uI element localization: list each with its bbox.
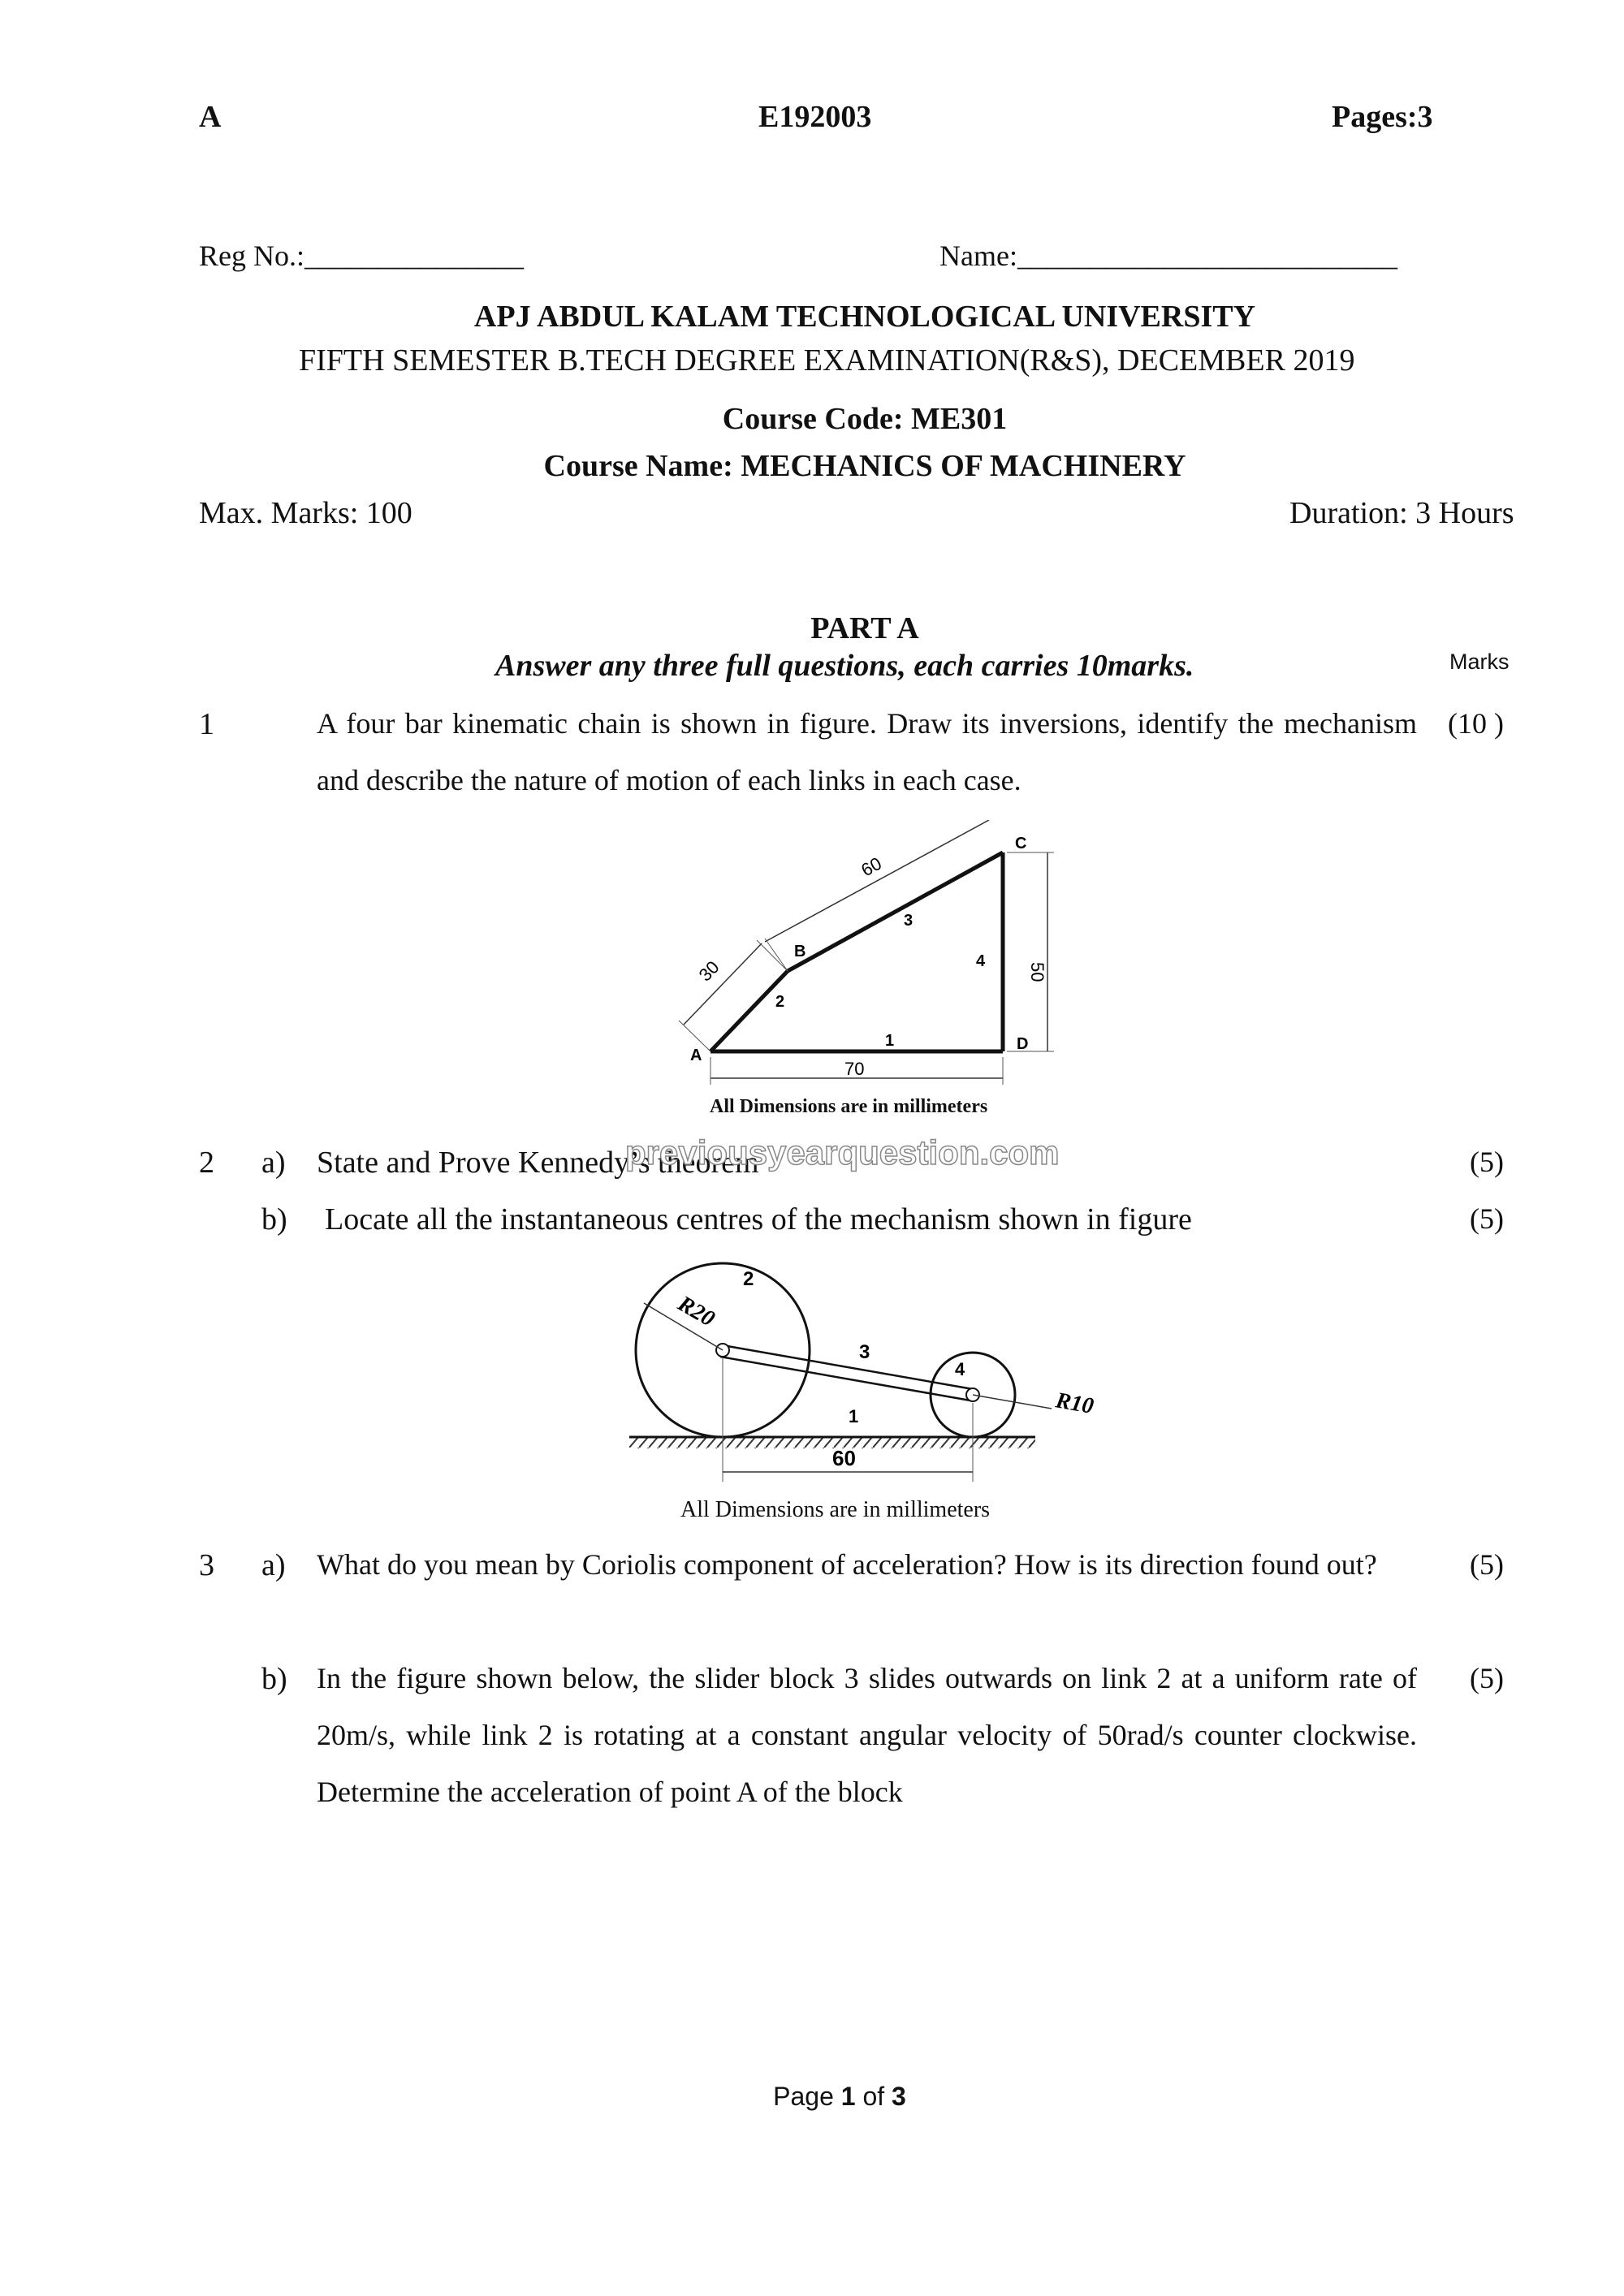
reg-no-blank: _______________	[304, 240, 524, 272]
page-count: Pages:3	[1332, 100, 1433, 134]
dim-bc-label: 60	[857, 852, 885, 881]
name-field	[939, 239, 1397, 273]
university-name: APJ ABDUL KALAM TECHNOLOGICAL UNIVERSITY	[473, 300, 1256, 334]
part-title: PART A	[810, 611, 919, 645]
dim-ad-label: 70	[844, 1059, 865, 1079]
dim-ab-label: 30	[694, 956, 723, 986]
question-2b-marks: (5)	[1470, 1202, 1504, 1235]
link-2-label: 2	[775, 993, 785, 1011]
link-4-label-fig2: 4	[955, 1359, 965, 1379]
max-marks: Max. Marks: 100	[199, 496, 412, 530]
link-4-label: 4	[976, 952, 986, 970]
point-a-label: A	[690, 1047, 702, 1064]
figure-2-caption: All Dimensions are in millimeters	[680, 1497, 991, 1522]
question-3a-text: What do you mean by Coriolis component of acceleration? How is its direction found out?	[317, 1548, 1377, 1581]
question-2b-label: b)	[261, 1202, 287, 1236]
paper-code: E192003	[758, 100, 872, 134]
four-bar-chain-figure	[666, 820, 1072, 1129]
point-d-label: D	[1017, 1035, 1029, 1053]
radius-small-label: R10	[1053, 1388, 1096, 1420]
name-blank: __________________________	[1017, 240, 1397, 272]
question-2a-text: State and Prove Kennedy’s theorem	[317, 1146, 759, 1180]
figure-1-caption: All Dimensions are in millimeters	[710, 1096, 988, 1117]
part-instruction: Answer any three full questions, each carries 10marks.	[495, 649, 1194, 683]
point-b-label: B	[794, 943, 806, 960]
link-1-label-fig2: 1	[849, 1406, 859, 1426]
question-3b-text: In the figure shown below, the slider block 3 slides outwards on link 2 at a uniform rate of 20m/s, while link 2 is rotating at a constant angular velocity of 50rad/s counter clockwise. Determine the acceleration of point A of the block	[317, 1662, 1417, 1808]
dim-cd-label: 50	[1027, 962, 1047, 982]
question-2a-label: a)	[261, 1146, 286, 1180]
link-2-line	[710, 971, 788, 1051]
instantaneous-centre-figure	[629, 1254, 1133, 1506]
link-1-label: 1	[885, 1032, 895, 1050]
reg-no-label: Reg No.:	[199, 240, 304, 272]
link-3-edge-top	[723, 1345, 973, 1389]
question-2-number: 2	[199, 1146, 214, 1180]
duration: Duration: 3 Hours	[1289, 496, 1514, 530]
point-c-label: C	[1015, 835, 1027, 852]
watermark: previousyearquestion.com	[625, 1133, 1060, 1172]
question-3a-marks: (5)	[1470, 1548, 1504, 1581]
question-3b-marks: (5)	[1470, 1662, 1504, 1694]
question-2b-text: Locate all the instantaneous centres of the mechanism shown in figure	[325, 1202, 1192, 1236]
marks-heading: Marks	[1449, 650, 1510, 674]
footer-prefix: Page	[773, 2082, 841, 2111]
page-footer	[0, 2082, 1624, 2112]
course-name: Course Name: MECHANICS OF MACHINERY	[543, 449, 1186, 483]
exam-title: FIFTH SEMESTER B.TECH DEGREE EXAMINATION(R&S), DECEMBER 2019	[299, 343, 1355, 378]
center-distance-label: 60	[832, 1446, 856, 1470]
question-1-marks: (10 )	[1448, 707, 1504, 740]
question-1-text: A four bar kinematic chain is shown in figure. Draw its inversions, identify the mechanism and describe the nature of motion of each links in each case.	[317, 707, 1417, 796]
question-3b-label: b)	[261, 1662, 287, 1696]
question-3a-label: a)	[261, 1548, 286, 1582]
reg-no-field	[199, 239, 524, 273]
radius-large-label: R20	[673, 1291, 719, 1332]
course-code: Course Code: ME301	[722, 402, 1008, 436]
name-label: Name:	[939, 240, 1017, 272]
set-code: A	[199, 100, 222, 134]
question-2a-marks: (5)	[1470, 1146, 1504, 1178]
question-1-number: 1	[199, 707, 214, 741]
footer-mid: of	[855, 2082, 892, 2111]
link-3-label: 3	[904, 912, 914, 930]
question-3-number: 3	[199, 1548, 214, 1582]
link-2-label-fig2: 2	[743, 1268, 754, 1290]
footer-current-page: 1	[840, 2082, 856, 2111]
footer-total-pages: 3	[892, 2082, 906, 2111]
link-3-label-fig2: 3	[859, 1341, 870, 1363]
